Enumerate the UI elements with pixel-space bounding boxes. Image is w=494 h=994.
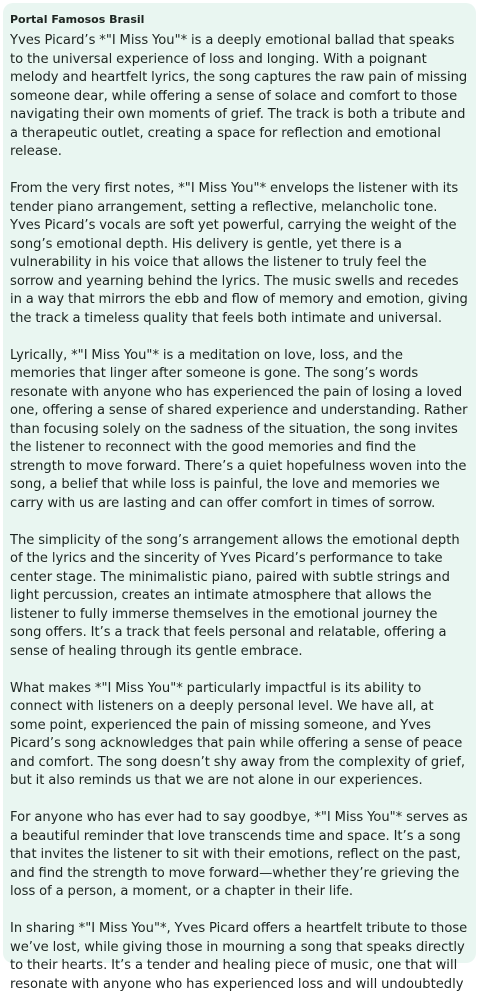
article-paragraph-3: Lyrically, *"I Miss You"* is a meditation on love, loss, and the memories that linger after someone is gone. The song’s words resonate with anyone who has experienced the pain of losing a loved one, offering a sense of shared experience and understanding. Rather than focusing solely on the sadness of the situation, the song invites the listener to reconnect with the good memories and find the strength to move forward. There’s a quiet hopefulness woven into the song, a belief that while loss is painful, the love and memories we carry with us are lasting and can offer comfort in times of sorrow. xyxy=(10,347,468,511)
article-paragraph-1: Yves Picard’s *"I Miss You"* is a deeply emotional ballad that speaks to the universal experience of loss and longing. With a poignant melody and heartfelt lyrics, the song captures the raw pain of missing someone dear, while offering a sense of solace and comfort to those navigating their own moments of grief. The track is both a tribute and a therapeutic outlet, creating a space for reflection and emotional release. xyxy=(10,33,468,159)
article-paragraph-7: In sharing *"I Miss You"*, Yves Picard offers a heartfelt tribute to those we’ve lost, while giving those in mourning a song that speaks directly to their hearts. It’s a tender and healing piece of music, one that will resonate with anyone who has experienced loss and will undoubtedly xyxy=(10,921,468,992)
message-card xyxy=(3,3,476,992)
article-paragraph-5: What makes *"I Miss You"* particularly impactful is its ability to connect with listeners on a deeply personal level. We have all, at some point, experienced the pain of missing someone, and Yves Picard’s song acknowledges that pain while offering a sense of peace and comfort. The song doesn’t shy away from the complexity of grief, but it also reminds us that we are not alone in our experiences. xyxy=(10,680,466,788)
article-paragraph-2: From the very first notes, *"I Miss You"* envelops the listener with its tender piano arrangement, setting a reflective, melancholic tone. Yves Picard’s vocals are soft yet powerful, carrying the weight of the song’s emotional depth. His delivery is gentle, yet there is a vulnerability in his voice that allows the listener to truly feel the sorrow and yearning behind the lyrics. The music swells and recedes in a way that mirrors the ebb and flow of memory and emotion, giving the track a timeless quality that feels both intimate and universal. xyxy=(10,181,468,326)
source-title: Portal Famosos Brasil xyxy=(10,13,145,26)
article-paragraph-4: The simplicity of the song’s arrangement allows the emotional depth of the lyrics and the sincerity of Yves Picard’s performance to take center stage. The minimalistic piano, paired with subtle strings and light percussion, creates an intimate atmosphere that allows the listener to fully immerse themselves in the emotional journey the song offers. It’s a track that feels personal and relatable, offering a sense of healing through its gentle embrace. xyxy=(10,532,460,659)
article-paragraph-6: For anyone who has ever had to say goodbye, *"I Miss You"* serves as a beautiful reminder that love transcends time and space. It’s a song that invites the listener to sit with their emotions, reflect on the past, and find the strength to move forward—whether they’re grieving the loss of a person, a moment, or a chapter in their life. xyxy=(10,810,468,899)
